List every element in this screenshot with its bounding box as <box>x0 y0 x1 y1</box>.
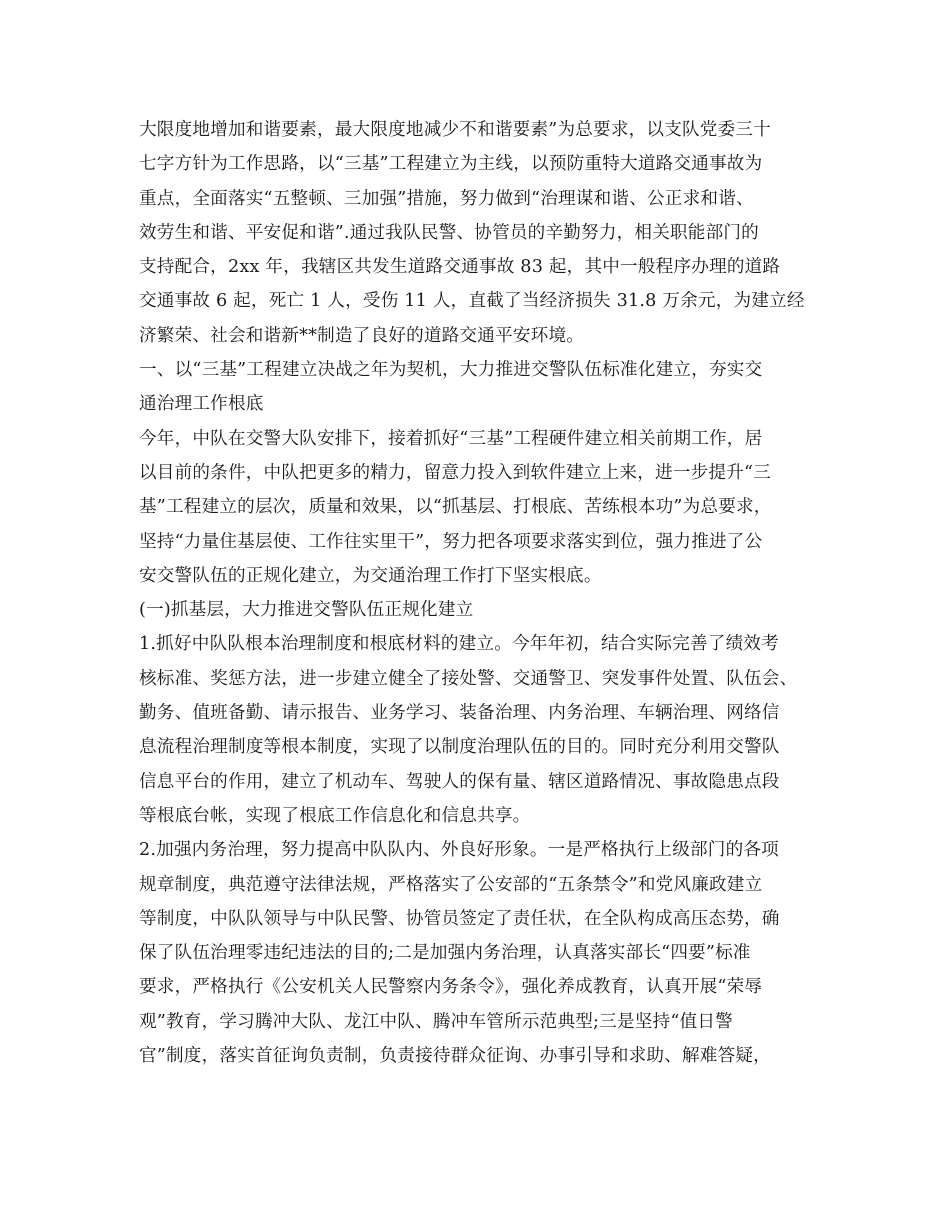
text-line: 基”工程建立的层次，质量和效果，以“抓基层、打根底、苦练根本功”为总要求， <box>139 497 772 518</box>
text-line: 等制度，中队队领导与中队民警、协管员签定了责任状，在全队构成高压态势，确 <box>139 908 780 929</box>
text-line: 观”教育，学习腾冲大队、龙江中队、腾冲车管所示范典型;三是坚持“值日警 <box>139 1011 733 1032</box>
text-line: 要求，严格执行《公安机关人民警察内务条令》，强化养成教育，认真开展“荣辱 <box>139 977 763 998</box>
text-line: 济繁荣、社会和谐新**制造了良好的道路交通平安环境。 <box>139 325 585 346</box>
text-line: 七字方针为工作思路，以“三基”工程建立为主线，以预防重特大道路交通事故为 <box>139 154 763 175</box>
text-line: 重点，全面落实“五整顿、三加强”措施，努力做到“治理谋和谐、公正求和谐、 <box>139 188 754 209</box>
text-line: 核标准、奖惩方法，进一步建立健全了接处警、交通警卫、突发事件处置、队伍会、 <box>139 668 798 689</box>
section-heading-line: 通治理工作根底 <box>139 394 264 415</box>
subsection-heading-line: (一)抓基层，大力推进交警队伍正规化建立 <box>139 600 474 621</box>
text-line: 以目前的条件，中队把更多的精力，留意力投入到软件建立上来，进一步提升“三 <box>139 462 771 483</box>
text-line: 官”制度，落实首征询负责制，负责接待群众征询、办事引导和求助、解难答疑， <box>139 1046 771 1067</box>
text-line: 规章制度，典范遵守法律法规，严格落实了公安部的“五条禁令”和党风廉政建立 <box>139 874 763 895</box>
document-body <box>139 113 819 1073</box>
text-line: 息流程治理制度等根本制度，实现了以制度治理队伍的目的。同时充分利用交警队 <box>139 737 780 758</box>
text-line: 2.加强内务治理，努力提高中队队内、外良好形象。一是严格执行上级部门的各项 <box>139 840 779 861</box>
text-line: 交通事故 6 起，死亡 1 人，受伤 11 人，直截了当经济损失 31.8 万余元，为建立经 <box>139 291 805 312</box>
text-line: 1.抓好中队队根本治理制度和根底材料的建立。今年年初，结合实际完善了绩效考 <box>139 634 779 655</box>
section-heading-line: 一、以“三基”工程建立决战之年为契机，大力推进交警队伍标准化建立，夯实交 <box>139 360 763 381</box>
text-line: 信息平台的作用，建立了机动车、驾驶人的保有量、辖区道路情况、事故隐患点段 <box>139 771 780 792</box>
text-line: 勤务、值班备勤、请示报告、业务学习、装备治理、内务治理、车辆治理、网络信 <box>139 703 780 724</box>
text-line: 今年，中队在交警大队安排下，接着抓好“三基”工程硬件建立相关前期工作，居 <box>139 428 763 449</box>
text-line: 保了队伍治理零违纪违法的目的;二是加强内务治理，认真落实部长“四要”标准 <box>139 943 751 964</box>
text-line: 坚持“力量住基层使、工作往实里干”，努力把各项要求落实到位，强力推进了公 <box>139 531 763 552</box>
text-line: 等根底台帐，实现了根底工作信息化和信息共享。 <box>139 805 531 826</box>
text-line: 大限度地增加和谐要素，最大限度地减少不和谐要素”为总要求，以支队党委三十 <box>139 120 771 140</box>
text-line: 支持配合，2xx 年，我辖区共发生道路交通事故 83 起，其中一般程序办理的道路 <box>139 257 781 278</box>
text-line: 效劳生和谐、平安促和谐”.通过我队民警、协管员的辛勤努力，相关职能部门的 <box>139 222 759 243</box>
text-line: 安交警队伍的正规化建立，为交通治理工作打下坚实根底。 <box>139 565 602 586</box>
